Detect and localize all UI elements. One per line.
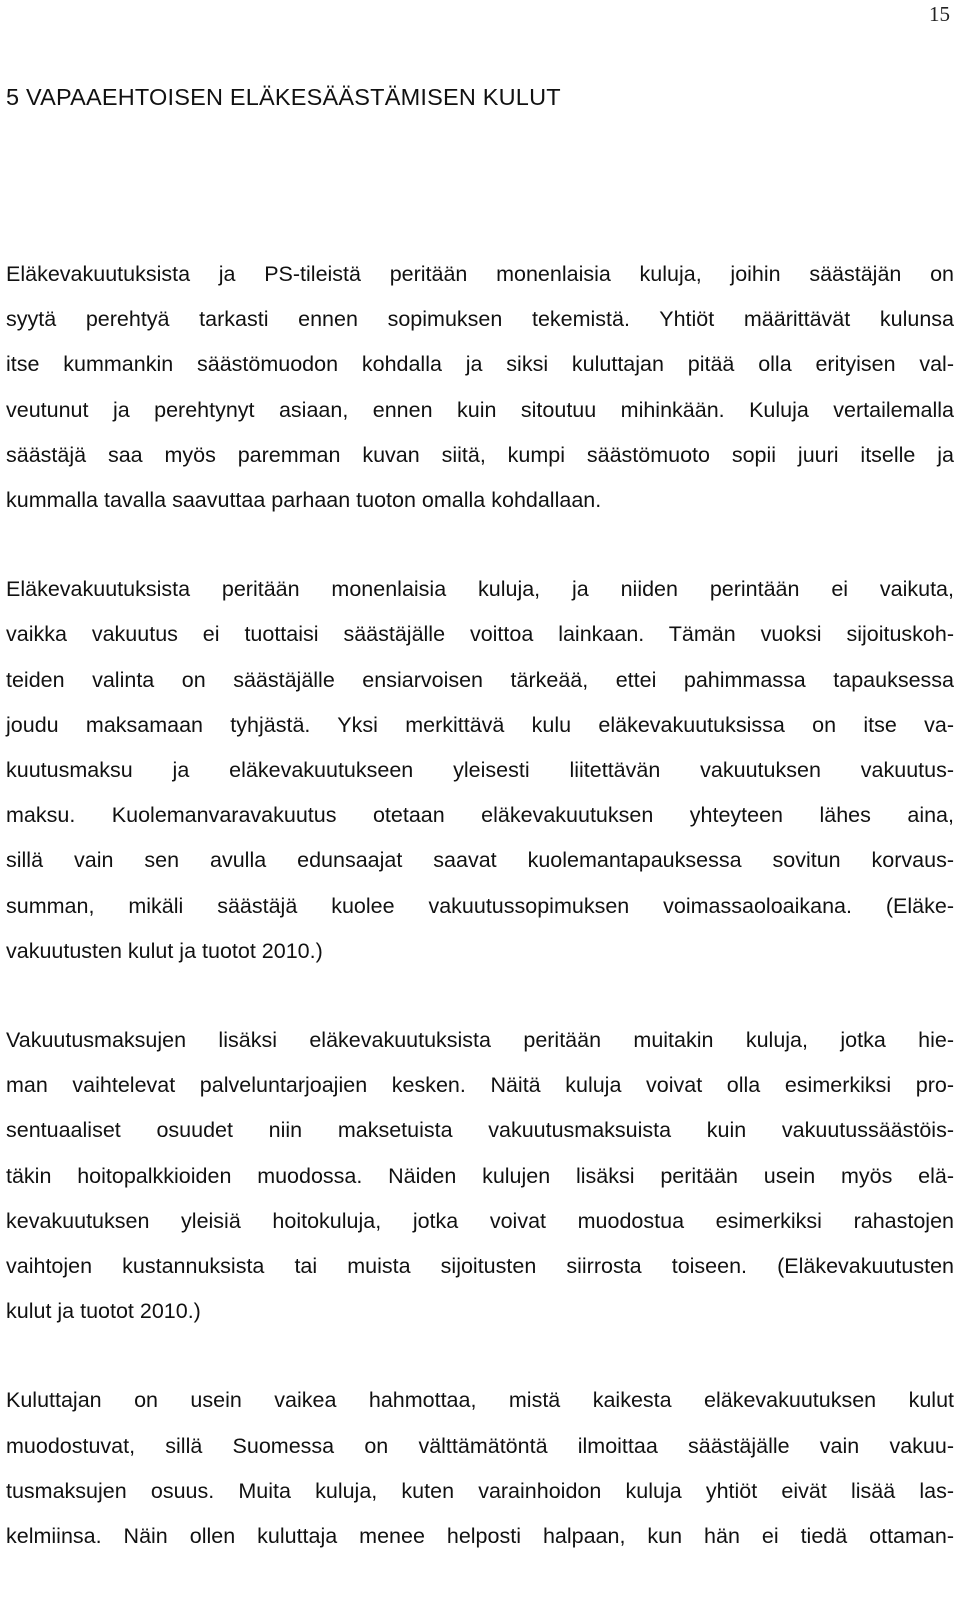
text-line: Eläkevakuutuksista peritään monenlaisia kuluja, ja niiden perintään ei vaikuta, (6, 577, 954, 602)
paragraph-2 (6, 567, 954, 974)
text-line: muodostuvat, sillä Suomessa on välttämätöntä ilmoittaa säästäjälle vain vakuu- (6, 1433, 954, 1458)
text-line: itse kummankin säästömuodon kohdalla ja siksi kuluttajan pitää olla erityisen val- (6, 352, 954, 377)
paragraph-1 (6, 252, 954, 523)
text-line: kummalla tavalla saavuttaa parhaan tuoton omalla kohdallaan. (6, 488, 602, 513)
text-line: kevakuutuksen yleisiä hoitokuluja, jotka voivat muodostua esimerkiksi rahastojen (6, 1208, 954, 1233)
section-heading: 5 VAPAAEHTOISEN ELÄKESÄÄSTÄMISEN KULUT (6, 84, 561, 110)
text-line: Kuluttajan on usein vaikea hahmottaa, mistä kaikesta eläkevakuutuksen kulut (6, 1388, 954, 1413)
text-line: sillä vain sen avulla edunsaajat saavat kuolemantapauksessa sovitun korvaus- (6, 848, 954, 873)
text-line: vaikka vakuutus ei tuottaisi säästäjälle voittoa lainkaan. Tämän vuoksi sijoituskoh- (6, 622, 954, 647)
text-line: veutunut ja perehtynyt asiaan, ennen kuin sitoutuu mihinkään. Kuluja vertailemalla (6, 397, 954, 422)
text-line: syytä perehtyä tarkasti ennen sopimuksen tekemistä. Yhtiöt määrittävät kulunsa (6, 307, 954, 332)
text-line: vakuutusten kulut ja tuotot 2010.) (6, 938, 323, 963)
text-line: tusmaksujen osuus. Muita kuluja, kuten varainhoidon kuluja yhtiöt eivät lisää las- (6, 1478, 954, 1503)
text-line: joudu maksamaan tyhjästä. Yksi merkittävä kulu eläkevakuutuksissa on itse va- (6, 712, 954, 737)
page-number: 15 (929, 2, 950, 26)
text-line: man vaihtelevat palveluntarjoajien kesken. Näitä kuluja voivat olla esimerkiksi pro- (6, 1073, 954, 1098)
text-line: maksu. Kuolemanvaravakuutus otetaan eläkevakuutuksen yhteyteen lähes aina, (6, 803, 954, 828)
text-line: kelmiinsa. Näin ollen kuluttaja menee helposti halpaan, kun hän ei tiedä ottaman- (6, 1524, 954, 1549)
paragraph-3 (6, 1018, 954, 1334)
text-line: teiden valinta on säästäjälle ensiarvoisen tärkeää, ettei pahimmassa tapauksessa (6, 667, 954, 692)
paragraph-4 (6, 1378, 954, 1559)
text-line: vaihtojen kustannuksista tai muista sijoitusten siirrosta toiseen. (Eläkevakuutusten (6, 1254, 954, 1279)
text-line: Eläkevakuutuksista ja PS-tileistä peritään monenlaisia kuluja, joihin säästäjän on (6, 262, 954, 286)
text-line: säästäjä saa myös paremman kuvan siitä, kumpi säästömuoto sopii juuri itselle ja (6, 442, 954, 467)
text-line: täkin hoitopalkkioiden muodossa. Näiden kulujen lisäksi peritään usein myös elä- (6, 1163, 954, 1188)
body-text (6, 252, 954, 1603)
text-line: sentuaaliset osuudet niin maksetuista vakuutusmaksuista kuin vakuutussäästöis- (6, 1118, 954, 1143)
text-line: Vakuutusmaksujen lisäksi eläkevakuutuksista peritään muitakin kuluja, jotka hie- (6, 1028, 954, 1053)
text-line: kuutusmaksu ja eläkevakuutukseen yleisesti liitettävän vakuutuksen vakuutus- (6, 758, 954, 783)
text-line: summan, mikäli säästäjä kuolee vakuutussopimuksen voimassaoloaikana. (Eläke- (6, 893, 954, 918)
text-line: kulut ja tuotot 2010.) (6, 1299, 201, 1324)
